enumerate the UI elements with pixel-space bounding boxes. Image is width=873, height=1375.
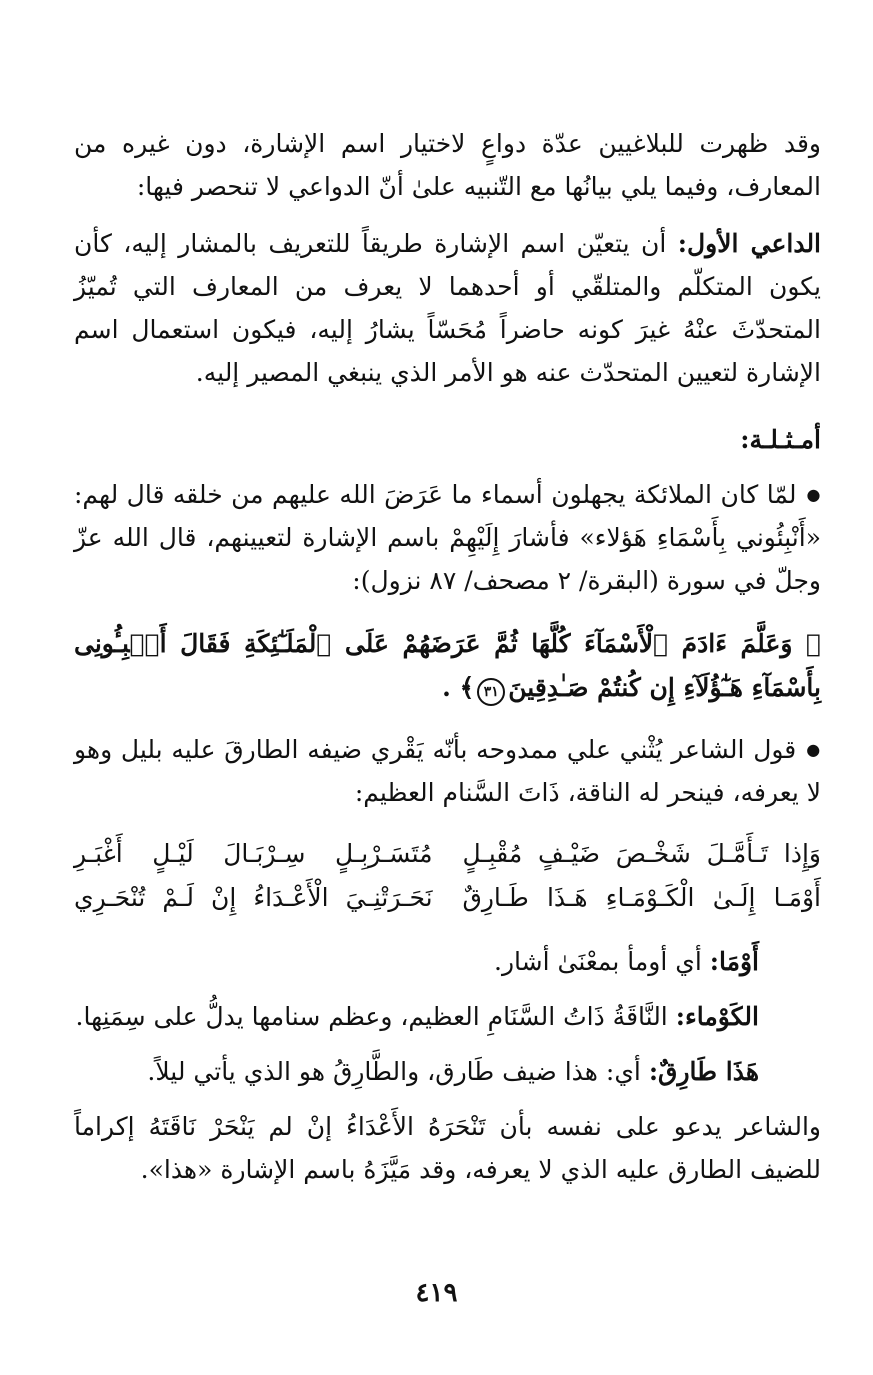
example-1-text: ● لمّا كان الملائكة يجهلون أسماء ما عَرَضَ الله عليهم من خلقه قال لهم: «أَنْبِئُوني بِأَسْمَاءِ هَؤلاء» فأشارَ إِلَيْهِمْ باسم الإشارة لتعيينهم، قال الله عزّ وجلّ في سورة (البقرة/ ٢ مصحف/ ٨٧ نزول): bbox=[74, 473, 821, 602]
gloss-term: الكَوْماء: bbox=[675, 1002, 759, 1031]
verse-number-marker: ٣١ bbox=[477, 678, 505, 706]
poem-second-hemistich: مُتَسَـرْبِـلٍ سِـرْبَـالَ لَيْـلٍ أَغْبَـرِ bbox=[74, 839, 433, 868]
gloss-line bbox=[74, 1050, 821, 1093]
poem-line bbox=[74, 876, 821, 920]
first-motive-text: أن يتعيّن اسم الإشارة طريقاً للتعريف بالمشار إليه، كأن يكون المتكلّم والمتلقّي أو أحدهما لا يعرف من المعارف التي تُميّزُ المتحدّثَ عنْهُ غيرَ كونه حاضراً مُحَسّاً يشارُ إليه، فيكون استعمال اسم الإشارة لتعيين المتحدّث عنه هو الأمر الذي ينبغي المصير إليه. bbox=[74, 229, 821, 387]
first-motive-paragraph bbox=[74, 222, 821, 394]
intro-paragraph: وقد ظهرت للبلاغيين عدّة دواعٍ لاختيار اسم الإشارة، دون غيره من المعارف، وفيما يلي بيانُها مع التّنبيه علىٰ أنّ الدواعي لا تنحصر فيها: bbox=[74, 129, 821, 201]
page-number: ٤١٩ bbox=[415, 1278, 458, 1308]
quran-verse bbox=[74, 622, 821, 710]
poem-first-hemistich: وَإِذا تَـأَمَّـلَ شَخْـصَ ضَيْـفٍ مُقْبِـلٍ bbox=[462, 839, 821, 868]
quran-tail: . bbox=[442, 673, 451, 702]
poem-first-hemistich: أَوْمَـا إِلَـىٰ الْكَـوْمَـاءِ هَـذَا طَـارِقٌ bbox=[462, 883, 821, 912]
gloss-definition: النَّاقَةُ ذَاتُ السَّنَامِ العظيم، وعظم سنامها يدلُّ على سِمَنِها. bbox=[75, 1002, 668, 1031]
quran-open-bracket: ﴿ bbox=[805, 629, 821, 658]
gloss-line bbox=[74, 940, 821, 983]
quran-verse-text: وَعَلَّمَ ءَادَمَ ٱلْأَسْمَآءَ كُلَّهَا ثُمَّ عَرَضَهُمْ عَلَى ٱلْمَلَـٰٓئِكَةِ فَقَالَ أَنۢبِـُٔونِى بِأَسْمَآءِ هَـٰٓؤُلَآءِ إِن كُنتُمْ صَـٰدِقِينَ bbox=[74, 629, 821, 702]
gloss-definition: أي أومأ بمعْنَىٰ أشار. bbox=[494, 947, 702, 976]
closing-paragraph: والشاعر يدعو على نفسه بأن تَنْحَرَهُ الأَعْدَاءُ إنْ لم يَنْحَرْ نَاقَتَهُ إكراماً للضيف الطارق عليه الذي لا يعرفه، وقد مَيَّزَهُ باسم الإشارة «هذا». bbox=[74, 1112, 821, 1184]
quran-close-bracket: ﴾ bbox=[459, 673, 475, 702]
poem bbox=[74, 832, 821, 920]
gloss-term: هَذَا طَارِقٌ: bbox=[648, 1057, 759, 1086]
poem-second-hemistich: نَحَـرَتْنِـيَ الْأَعْـدَاءُ إِنْ لَـمْ تُنْحَـرِي bbox=[74, 883, 433, 912]
poem-line bbox=[74, 832, 821, 876]
examples-heading: أمـثـلـة: bbox=[740, 425, 821, 454]
gloss-definition: أي: هذا ضيف طَارق، والطَّارِقُ هو الذي يأتي ليلاً. bbox=[147, 1057, 641, 1086]
gloss-line bbox=[74, 995, 821, 1038]
first-motive-label: الداعي الأول: bbox=[677, 229, 822, 258]
gloss-term: أَوْمَا: bbox=[709, 947, 759, 976]
example-2-text: ● قول الشاعر يُثْني علي ممدوحه بأنّه يَقْري ضيفه الطارقَ عليه بليل وهو لا يعرفه، فينحر له الناقة، ذَاتَ السَّنام العظيم: bbox=[74, 728, 821, 814]
